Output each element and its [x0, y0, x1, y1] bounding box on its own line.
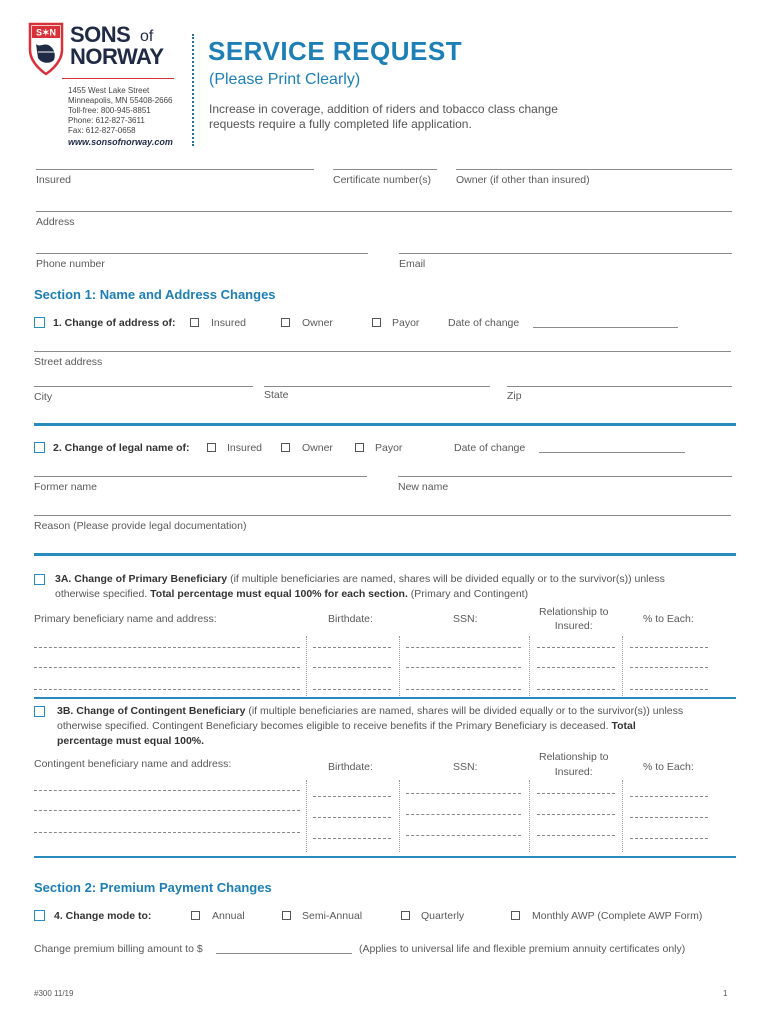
address-payor-label: Payor: [392, 317, 420, 329]
org-address: [68, 86, 173, 147]
primary-text1: (if multiple beneficiaries are named, shares will be divided equally or to the survivor(s)) unless: [227, 573, 665, 585]
primary-sep3: [529, 636, 530, 696]
contingent-col-pct: % to Each:: [643, 761, 694, 773]
certificate-field[interactable]: [333, 169, 437, 170]
contingent-ssn-row2[interactable]: [406, 814, 521, 815]
email-label: Email: [399, 258, 426, 270]
primary-birth-row3[interactable]: [313, 689, 391, 690]
primary-beneficiary-checkbox[interactable]: [34, 574, 45, 585]
primary-col-rel1: Relationship to: [539, 606, 609, 618]
logo-underline: [62, 78, 174, 79]
primary-col-pct: % to Each:: [643, 613, 694, 625]
primary-ssn-row2[interactable]: [406, 667, 521, 668]
primary-pct-row1[interactable]: [630, 647, 708, 648]
name-payor-checkbox[interactable]: [355, 443, 364, 452]
contingent-sep4: [622, 780, 623, 852]
primary-ssn-row1[interactable]: [406, 647, 521, 648]
billing-note: (Applies to universal life and flexible premium annuity certificates only): [359, 943, 686, 955]
mode-annual-label: Annual: [212, 910, 245, 922]
mode-monthly-label: Monthly AWP (Complete AWP Form): [532, 910, 703, 922]
email-field[interactable]: [399, 253, 732, 254]
website: www.sonsofnorway.com: [68, 137, 173, 147]
header-divider: [192, 34, 194, 146]
contingent-birth-row2[interactable]: [313, 817, 391, 818]
name-date-label: Date of change: [454, 442, 526, 454]
street-label: Street address: [34, 356, 103, 368]
contingent-col-rel: [539, 750, 608, 780]
primary-col-ssn: SSN:: [453, 613, 478, 625]
contingent-col-rel1: Relationship to: [539, 751, 609, 763]
primary-col-name: Primary beneficiary name and address:: [34, 613, 217, 625]
contingent-pct-row1[interactable]: [630, 796, 708, 797]
primary-text2-end: (Primary and Contingent): [407, 588, 529, 600]
tollfree: Toll-free: 800-945-8851: [68, 106, 151, 115]
section1-title: Section 1: Name and Address Changes: [34, 287, 276, 302]
change-address-checkbox[interactable]: [34, 317, 45, 328]
street-field[interactable]: [34, 351, 731, 352]
reason-label: Reason (Please provide legal documentation): [34, 520, 247, 532]
contingent-ssn-row1[interactable]: [406, 793, 521, 794]
svg-text:S✶N: S✶N: [35, 27, 57, 38]
page-number: 1: [723, 989, 728, 998]
divider-3: [34, 697, 736, 699]
primary-ssn-row3[interactable]: [406, 689, 521, 690]
mode-quarterly-checkbox[interactable]: [401, 911, 410, 920]
primary-sep1: [306, 636, 307, 696]
logo-norway: NORWAY: [70, 44, 164, 69]
change-mode-label: 4. Change mode to:: [54, 910, 152, 922]
name-insured-label: Insured: [227, 442, 263, 454]
mode-monthly-checkbox[interactable]: [511, 911, 520, 920]
primary-birth-row1[interactable]: [313, 647, 391, 648]
logo-sons: SONS: [70, 22, 131, 47]
new-name-field[interactable]: [398, 476, 732, 477]
address-payor-checkbox[interactable]: [372, 318, 381, 327]
city-field[interactable]: [34, 386, 253, 387]
owner-label: Owner (if other than insured): [456, 174, 590, 186]
contingent-pct-row3[interactable]: [630, 838, 708, 839]
contingent-birth-row1[interactable]: [313, 796, 391, 797]
insured-label: Insured: [36, 174, 72, 186]
contingent-sep3: [529, 780, 530, 852]
contingent-rel-row1[interactable]: [537, 793, 615, 794]
contingent-text3-bold: percentage must equal 100%.: [57, 735, 205, 747]
mode-quarterly-label: Quarterly: [421, 910, 465, 922]
primary-birth-row2[interactable]: [313, 667, 391, 668]
primary-rel-row1[interactable]: [537, 647, 615, 648]
name-owner-checkbox[interactable]: [281, 443, 290, 452]
certificate-label: Certificate number(s): [333, 174, 432, 186]
primary-text2-bold: Total percentage must equal 100% for each section.: [150, 588, 408, 600]
state-label: State: [264, 389, 289, 401]
form-number: #300 11/19: [34, 989, 74, 998]
contingent-name-row3[interactable]: [34, 832, 300, 833]
sons-of-norway-shield-icon: [28, 22, 64, 76]
fax: Fax: 612-827-0658: [68, 126, 136, 135]
primary-sep2: [399, 636, 400, 696]
name-date-field[interactable]: [539, 452, 685, 453]
insured-field[interactable]: [36, 169, 314, 170]
primary-pct-row3[interactable]: [630, 689, 708, 690]
contingent-text2-bold: Total: [611, 720, 636, 732]
mode-semi-checkbox[interactable]: [282, 911, 291, 920]
contingent-col-rel2: Insured:: [554, 766, 593, 778]
page-subtitle: (Please Print Clearly): [209, 71, 361, 88]
address-insured-checkbox[interactable]: [190, 318, 199, 327]
divider-2: [34, 553, 736, 556]
name-owner-label: Owner: [302, 442, 333, 454]
address-insured-label: Insured: [211, 317, 247, 329]
change-address-label: 1. Change of address of:: [53, 317, 176, 329]
contingent-birth-row3[interactable]: [313, 838, 391, 839]
contingent-col-ssn: SSN:: [453, 761, 478, 773]
contingent-rel-row3[interactable]: [537, 835, 615, 836]
address-date-field[interactable]: [533, 327, 678, 328]
billing-label: Change premium billing amount to $: [34, 943, 203, 955]
primary-col-rel2: Insured:: [554, 620, 593, 632]
address-owner-label: Owner: [302, 317, 333, 329]
contingent-text1: (if multiple beneficiaries are named, shares will be divided equally or to the survivor(s)) unless: [245, 705, 684, 717]
primary-name-row2[interactable]: [34, 667, 300, 668]
contingent-ssn-row3[interactable]: [406, 835, 521, 836]
change-mode-checkbox[interactable]: [34, 910, 45, 921]
primary-text2: otherwise specified.: [55, 588, 151, 600]
contingent-title: 3B. Change of Contingent Beneficiary: [57, 705, 246, 717]
primary-pct-row2[interactable]: [630, 667, 708, 668]
page-title: SERVICE REQUEST: [208, 36, 463, 66]
change-name-label: 2. Change of legal name of:: [53, 442, 190, 454]
primary-rel-row3[interactable]: [537, 689, 615, 690]
contingent-sep2: [399, 780, 400, 852]
former-name-field[interactable]: [34, 476, 367, 477]
contingent-text2: otherwise specified. Contingent Beneficiary becomes eligible to receive benefits if the Primary Beneficiary is deceased.: [57, 720, 612, 732]
mode-semi-label: Semi-Annual: [302, 910, 363, 922]
phone-label: Phone number: [36, 258, 105, 270]
primary-title: 3A. Change of Primary Beneficiary: [55, 573, 228, 585]
contingent-name-row2[interactable]: [34, 810, 300, 811]
zip-label: Zip: [507, 390, 522, 402]
logo-of: of: [140, 28, 154, 45]
address-date-label: Date of change: [448, 317, 520, 329]
contingent-sep1: [306, 780, 307, 852]
mode-annual-checkbox[interactable]: [191, 911, 200, 920]
contingent-rel-row2[interactable]: [537, 814, 615, 815]
address-owner-checkbox[interactable]: [281, 318, 290, 327]
address-field[interactable]: [36, 211, 732, 212]
reason-field[interactable]: [34, 515, 731, 516]
primary-beneficiary-text: [55, 572, 735, 602]
name-payor-label: Payor: [375, 442, 403, 454]
contingent-pct-row2[interactable]: [630, 817, 708, 818]
logo: [28, 22, 178, 82]
state-field[interactable]: [264, 386, 490, 387]
owner-field[interactable]: [456, 169, 732, 170]
former-name-label: Former name: [34, 481, 98, 493]
primary-rel-row2[interactable]: [537, 667, 615, 668]
divider-4: [34, 856, 736, 858]
new-name-label: New name: [398, 481, 449, 493]
zip-field[interactable]: [507, 386, 732, 387]
address-line1: 1455 West Lake Street: [68, 86, 150, 95]
section2-title: Section 2: Premium Payment Changes: [34, 880, 272, 895]
address-line2: Minneapolis, MN 55408-2666: [68, 96, 173, 105]
contingent-name-row1[interactable]: [34, 790, 300, 791]
contingent-beneficiary-checkbox[interactable]: [34, 706, 45, 717]
address-label: Address: [36, 216, 75, 228]
primary-col-rel: [539, 605, 608, 633]
divider-1: [34, 423, 736, 426]
billing-amount-field[interactable]: [216, 953, 352, 954]
phone: Phone: 612-827-3611: [68, 116, 145, 125]
notice: Increase in coverage, addition of riders and tobacco class change requests require a fully completed life application.: [209, 102, 558, 131]
contingent-col-birth: Birthdate:: [328, 761, 373, 773]
contingent-col-name: Contingent beneficiary name and address:: [34, 758, 232, 770]
change-name-checkbox[interactable]: [34, 442, 45, 453]
primary-name-row3[interactable]: [34, 689, 300, 690]
phone-field[interactable]: [36, 253, 368, 254]
name-insured-checkbox[interactable]: [207, 443, 216, 452]
primary-name-row1[interactable]: [34, 647, 300, 648]
primary-sep4: [622, 636, 623, 696]
contingent-beneficiary-text: [57, 704, 737, 749]
primary-col-birth: Birthdate:: [328, 613, 373, 625]
city-label: City: [34, 391, 53, 403]
